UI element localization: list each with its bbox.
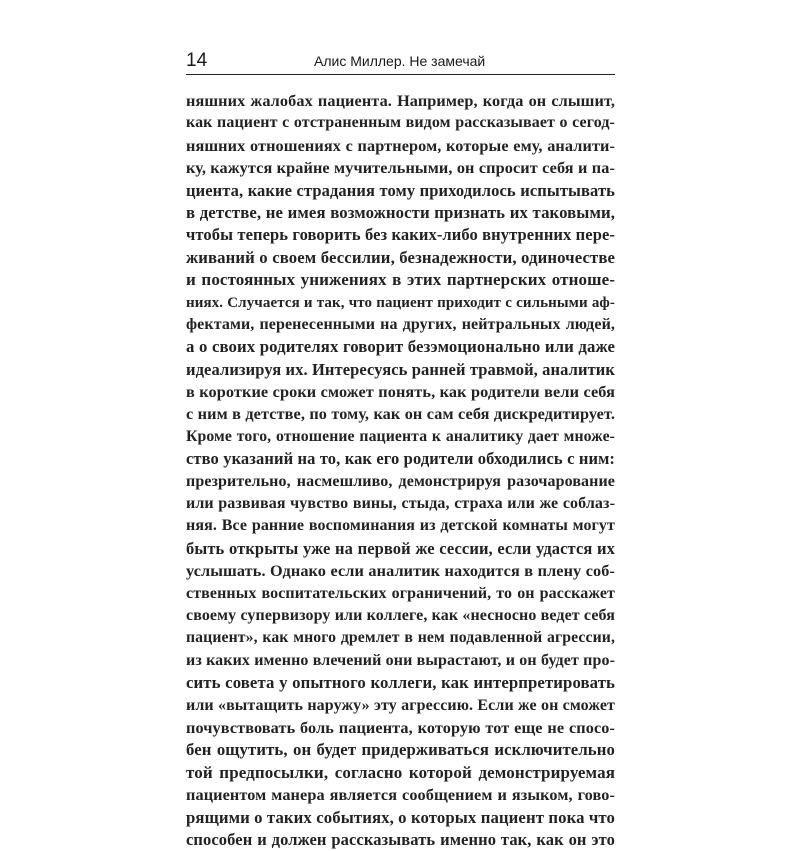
text-line: чтобы теперь говорить без каких-либо внутренних пере- <box>186 225 615 245</box>
text-line: няшних жалобах пациента. Например, когда он слышит, <box>186 92 615 110</box>
text-line: презрительно, насмешливо, демонстрируя разочарование <box>186 472 615 490</box>
body-text <box>186 90 615 851</box>
text-line: циента, какие страдания тому приходилось испытывать <box>186 180 615 200</box>
text-line: или развивая чувство вины, стыда, страха или же соблаз- <box>186 495 615 513</box>
header-rule <box>186 74 615 75</box>
page-header <box>186 50 615 72</box>
text-line: с ним в детстве, по тому, как он сам себя дискредитирует. <box>186 405 615 424</box>
text-line: или «вытащить наружу» эту агрессию. Если же он сможет <box>186 696 615 714</box>
text-line: той предпосылки, согласно которой демонстрируемая <box>186 762 615 782</box>
running-head: Алис Миллер. Не замечай <box>314 53 486 69</box>
text-line: пациент», как много дремлет в нем подавленной агрессии, <box>186 629 615 647</box>
text-line: почувствовать боль пациента, которую тот еще не спосо- <box>186 718 615 737</box>
text-line: своему супервизору или коллеге, как «несносно ведет себя <box>186 606 615 624</box>
text-line: бен ощутить, он будет придерживаться исключительно <box>186 740 615 760</box>
text-line: няшних отношениях с партнером, которые ему, аналити- <box>186 136 615 155</box>
text-line: в детстве, не имея возможности признать их таковыми, <box>186 202 615 222</box>
text-line: ниях. Случается и так, что пациент приходит с сильными аф- <box>186 294 615 311</box>
text-line: живаний о своем бессилии, безнадежности, одиночестве <box>186 247 615 267</box>
text-line: фектами, перенесенными на других, нейтральных людей, <box>186 315 615 333</box>
text-line: как пациент с отстраненным видом рассказывает о сегод- <box>186 114 615 132</box>
text-line: способен и должен рассказывать именно так, как он это <box>186 829 615 849</box>
text-line: услышать. Однако если аналитик находится в плену соб- <box>186 562 615 581</box>
text-line: няя. Все ранние воспоминания из детской комнаты могут <box>186 517 615 535</box>
text-line: ку, кажутся крайне мучительными, он спросит себя и па- <box>186 159 615 178</box>
text-line: ство указаний на то, как его родители обходились с ним: <box>186 449 615 469</box>
text-line: ственных воспитательских ограничений, то он расскажет <box>186 584 615 602</box>
text-line: в короткие сроки сможет понять, как родители вели себя <box>186 383 615 402</box>
text-line: быть открыты уже на первой же сессии, если удастся их <box>186 538 615 558</box>
text-line: сить совета у опытного коллеги, как интерпретировать <box>186 673 615 693</box>
page-number: 14 <box>186 50 208 71</box>
text-line: идеализируя их. Интересуясь ранней травмой, аналитик <box>186 359 615 379</box>
text-line: Кроме того, отношение пациента к аналитику дает множе- <box>186 427 615 445</box>
text-line: рящими о таких событиях, о которых пациент пока что <box>186 807 615 827</box>
text-line: и постоянных унижениях в этих партнерских отноше- <box>186 270 615 290</box>
text-line: из каких именно влечений они вырастают, и он будет про- <box>186 651 615 669</box>
text-line: пациентом манера является сообщением и языком, гово- <box>186 786 615 805</box>
text-line: а о своих родителях говорит безэмоционально или даже <box>186 337 615 357</box>
